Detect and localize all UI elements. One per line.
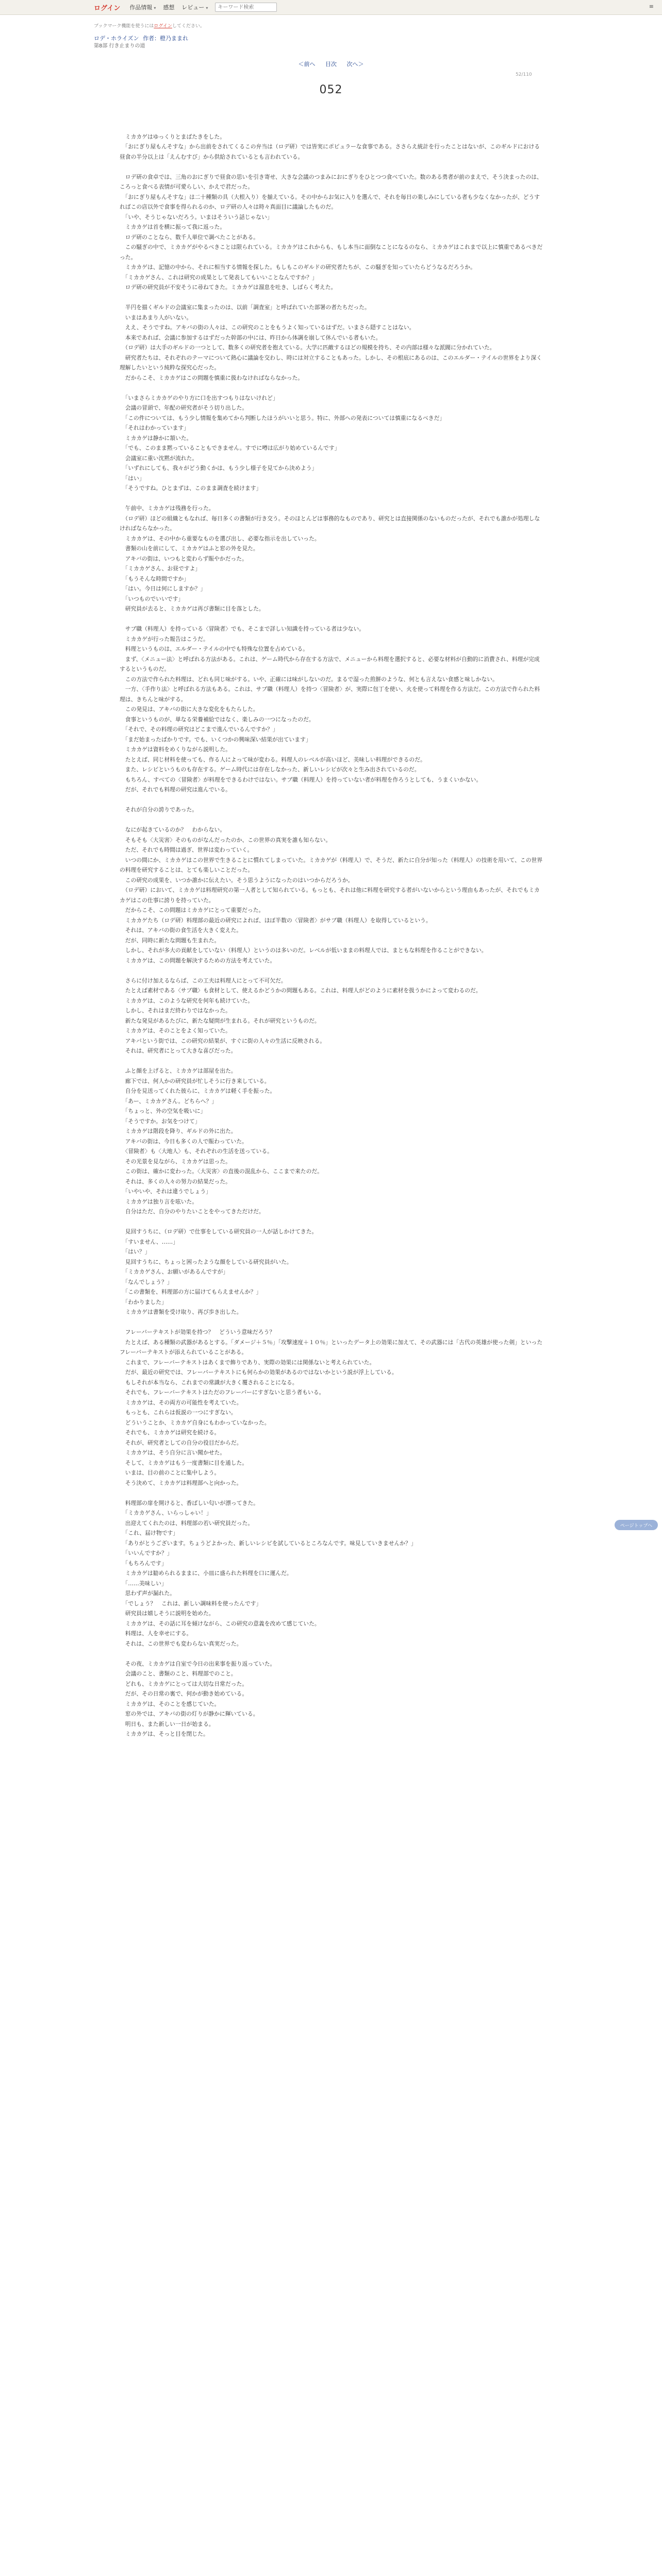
blank-line (120, 162, 543, 172)
body-paragraph: ロデ研のことなら、数千人単位で調べたことがある。 (120, 233, 259, 241)
body-paragraph: ミカカゲは書類を受け取り、再び歩き出した。 (120, 1309, 242, 1315)
body-paragraph: その夜、ミカカゲは自室で今日の出来事を振り返っていた。 (120, 1660, 276, 1667)
nav-reviews[interactable]: レビュー ▾ (181, 3, 208, 11)
body-paragraph: だが、最近の研究では、フレーバーテキストにも何らかの効果があるのではないかという説が浮上している。 (120, 1369, 398, 1376)
body-paragraph: ミカカゲは独り言を呟いた。 (120, 1198, 198, 1205)
body-paragraph: 「この件については、もう少し情報を集めてから判断したほうがいいと思う。特に、外部への発表については慎重になるべきだ」 (120, 414, 445, 421)
body-paragraph: また、レシピというものも存在する。ゲーム時代には存在しなかった、新しいレシピが次々と生み出されているのだ。 (120, 766, 420, 773)
body-paragraph: 「ミカカゲさん、お願いがあるんですが」 (120, 1268, 229, 1275)
body-paragraph: 見回すうちに、ちょっと困ったような顔をしている研究員がいた。 (120, 1258, 292, 1265)
body-paragraph: そもそも〈大災害〉そのものがなんだったのか、この世界の真実を誰も知らない。 (120, 836, 332, 843)
body-paragraph: 「もちろんです」 (120, 1560, 167, 1567)
login-logo-link[interactable]: ログイン (94, 4, 121, 12)
body-paragraph: だが、それでも料理の研究は進んでいる。 (120, 786, 231, 793)
body-paragraph: ミカカゲは、そのことを感じていた。 (120, 1700, 220, 1707)
blank-line (120, 1649, 543, 1659)
body-paragraph: ミカカゲは、その話に耳を傾けながら、この研究の意義を改めて感じていた。 (120, 1620, 320, 1627)
blank-line (120, 1217, 543, 1227)
body-paragraph: 「すいません、……」 (120, 1238, 179, 1245)
body-paragraph: この方法で作られた料理は、どれも同じ味がする。いや、正確には味がしないのだ。まるで湿った煎餅のような、何とも言えない食感と味しかない。 (120, 675, 498, 683)
body-paragraph: 料理部の扉を開けると、香ばしい匂いが漂ってきた。 (120, 1499, 259, 1506)
body-paragraph: いつの間にか、ミカカゲはこの世界で生きることに慣れてしまっていた。ミカカゲが（料理人）で、そうだ、新たに自分が知った（料理人）の技術を用いて、この世界の料理を研究することは、とても楽しいことだった。 (120, 856, 543, 873)
body-paragraph: ロデ研の食卓では、三角のおにぎりで昼食の思いを引き寄せ、大きな会議のつまみにおにぎりをひとつつ食べていた。数のある勇者が前のまえで、そう決まったのは、ころっと食べる表情が可愛らしい、かえで君だった。 (120, 173, 542, 190)
body-paragraph: 「ありがとうございます。ちょうどよかった、新しいレシピを試しているところなんです。味見していきませんか？」 (120, 1539, 417, 1547)
body-paragraph: この騒ぎの中で、ミカカゲがやるべきことは限られている。ミカカゲはこれからも、もし本当に面倒なことになるのなら、ミカカゲはこれまで以上に慎重であるべきだった。 (120, 244, 543, 261)
body-paragraph: これまで、フレーバーテキストはあくまで飾りであり、実際の効果には関係ないと考えられていた。 (120, 1359, 375, 1366)
body-paragraph: いまはあまり人がいない。 (120, 314, 192, 321)
body-paragraph: アキバの街は、今日も多くの人で賑わっていた。 (120, 1138, 247, 1145)
body-paragraph: なにが起きているのか？ わからない。 (120, 826, 226, 833)
body-paragraph: 「ミカカゲさん、いらっしゃい！」 (120, 1510, 212, 1516)
body-paragraph: それが、研究者としての自分の役目だからだ。 (120, 1439, 242, 1446)
body-paragraph: たとえば、ある種類の武器があるとする。「ダメージ＋５％」「攻撃速度＋１０％」といったデータ上の効果に加えて、その武器には「古代の英雄が使った剣」といったフレーバーテキストが添えられていることがある。 (120, 1338, 543, 1355)
top-nav-bar (0, 0, 662, 15)
nav-impressions[interactable]: 感想 (163, 4, 175, 11)
body-paragraph: 「はい？」 (120, 1248, 151, 1255)
body-paragraph: それが自分の誇りであった。 (120, 806, 198, 813)
top-nav-group (94, 0, 277, 14)
body-paragraph: 新たな発見があるたびに、新たな疑問が生まれる。それが研究というものだ。 (120, 1017, 320, 1024)
body-paragraph: ミカカゲは、その両方の可能性を考えていた。 (120, 1399, 242, 1406)
body-paragraph: たとえば素材である〈サブ職〉も食材として、使えるかどうかの問題もある。これは、料理人がどのように素材を扱うかによって変わるのだ。 (120, 987, 482, 994)
body-paragraph: ミカカゲは勧められるままに、小皿に盛られた料理を口に運んだ。 (120, 1570, 292, 1577)
body-paragraph: だからこそ、この問題はミカカゲにとって重要だった。 (120, 907, 264, 913)
body-paragraph: どういうことか、ミカカゲ自身にもわかっていなかった。 (120, 1419, 270, 1426)
body-paragraph: ロデ研の研究員が不安そうに尋ねてきた。ミカカゲは溜息を吐き、しばらく考えた。 (120, 284, 337, 291)
body-paragraph: いまは、目の前のことに集中しよう。 (120, 1469, 220, 1476)
body-paragraph: アキバの街は、いつもと変わらず賑やかだった。 (120, 555, 247, 562)
body-paragraph: 会議のこと、書類のこと、料理部でのこと。 (120, 1670, 237, 1677)
body-paragraph: たとえば、同じ材料を使っても、作る人によって味が変わる。料理人のレベルが高いほど、美味しい料理ができるのだ。 (120, 756, 426, 763)
body-paragraph: それは、この世界でも変わらない真実だった。 (120, 1640, 242, 1647)
blank-line (120, 383, 543, 393)
body-paragraph: 研究員が去ると、ミカカゲは再び書類に目を落とした。 (120, 605, 264, 612)
body-paragraph: まず、〈メニュー法〉と呼ばれる方法がある。これは、ゲーム時代から存在する方法で、メニューから料理を選択すると、必要な材料が自動的に消費され、料理が完成するというものだ。 (120, 655, 540, 672)
body-paragraph: 「いやいや、それは違うでしょう」 (120, 1188, 211, 1195)
body-paragraph: 「いまさらミカカゲのやり方に口を出すつもりはないけれど」 (120, 394, 278, 401)
body-paragraph: 本来であれば、会議に参加するはずだった幹部の中には、昨日から体調を崩して休んでいる者もいた。 (120, 334, 382, 341)
body-paragraph: それは、アキバの街の食生活を大きく変えた。 (120, 927, 242, 934)
body-paragraph: 「これ、届け物です」 (120, 1530, 179, 1536)
body-paragraph: その光景を見ながら、ミカカゲは思った。 (120, 1158, 231, 1165)
body-paragraph: 「おにぎり屋もんそすな」から出前をされてくるこの弁当は（ロデ研）では皆実にポピュラーな食事である。ささらえ統計を行ったことはないが、このギルドにおける昼食の半分以上は「えんむすび」から供給されているとも言われている。 (120, 143, 540, 160)
body-paragraph: 出迎えてくれたのは、料理部の若い研究員だった。 (120, 1519, 254, 1527)
body-paragraph: ミカカゲは、記憶の中から、それに相当する情報を探した。もしもこのギルドの研究者たちが、この騒ぎを知っていたらどうなるだろうか。 (120, 264, 476, 270)
blank-line (120, 965, 543, 976)
body-paragraph: ミカカゲは、このような研究を何年も続けていた。 (120, 997, 254, 1004)
body-paragraph: 「でしょう？ これは、新しい調味料を使ったんです」 (120, 1600, 262, 1607)
series-name: ロデ・ホライズン (94, 35, 139, 42)
pager-top (0, 60, 662, 68)
blank-line (120, 1488, 543, 1498)
body-paragraph: ミカカゲは資料をめくりながら説明した。 (120, 746, 231, 753)
body-paragraph: 「そうですね。ひとまずは、このまま調査を続けます」 (120, 485, 262, 492)
body-paragraph: そして、ミカカゲはもう一度書類に目を通した。 (120, 1459, 248, 1466)
body-paragraph: この研究の成果を、いつか誰かに伝えたい。そう思うようになったのはいつからだろうか。 (120, 876, 354, 884)
blank-line (120, 614, 543, 624)
body-paragraph: 「いいんですか？」 (120, 1550, 173, 1556)
body-paragraph: それは、多くの人々の努力の結果だった。 (120, 1178, 231, 1185)
body-paragraph: 食事というものが、単なる栄養補給ではなく、楽しみの一つになったのだ。 (120, 716, 315, 723)
body-paragraph: ミカカゲは、この問題を解決するための方法を考えていた。 (120, 957, 276, 964)
body-paragraph: ミカカゲはゆっくりとまばたきをした。 (120, 133, 226, 140)
body-paragraph: 〈冒険者〉も〈大地人〉も、それぞれの生活を送っている。 (120, 1148, 273, 1155)
body-paragraph: ミカカゲは静かに頷いた。 (120, 434, 192, 442)
body-paragraph: 自分はただ、自分のやりたいことをやってきただけだ。 (120, 1208, 264, 1215)
body-paragraph: ミカカゲたち（ロデ研）料理部の最近の研究によれば、ほぼ半数の〈冒険者〉がサブ職（料理人）を取得しているという。 (120, 917, 432, 924)
body-paragraph: 自分を見送ってくれた彼らに、ミカカゲは軽く手を振った。 (120, 1088, 276, 1094)
body-paragraph: 「もうそんな時間ですか」 (120, 575, 189, 582)
blank-line (120, 1317, 543, 1328)
body-paragraph: ふと顔を上げると、ミカカゲは部屋を出た。 (120, 1067, 237, 1074)
body-paragraph: 「いずれにしても、我々がどう動くかは、もう少し様子を見てから決めよう」 (120, 465, 318, 471)
body-paragraph: 会議の冒頭で、年配の研究者がそう切り出した。 (120, 404, 248, 411)
body-paragraph: 見回すうちに、（ロデ研）で仕事をしている研究員の一人が話しかけてきた。 (120, 1228, 318, 1235)
help-login-link[interactable]: ログイン (154, 24, 172, 29)
help-prefix: ブックマーク機能を使うには (94, 24, 154, 29)
body-paragraph: 「はい」 (120, 474, 145, 482)
body-paragraph: ミカカゲは、その中から重要なものを選び出し、必要な指示を出していった。 (120, 535, 320, 542)
body-paragraph: もちろん、すべての〈冒険者〉が料理をできるわけではない。サブ職（料理人）を持っていない者が料理を作ろうとしても、うまくいかない。 (120, 776, 482, 783)
body-paragraph: 「それで、その料理の研究はどこまで進んでいるんですか？」 (120, 726, 278, 733)
body-paragraph: ミカカゲは、そっと目を閉じた。 (120, 1731, 209, 1737)
body-paragraph: 「はい。今日は何にしますか？」 (120, 585, 206, 592)
body-paragraph: そう決めて、ミカカゲは料理部へと向かった。 (120, 1479, 242, 1486)
blank-line (120, 795, 543, 805)
body-paragraph: 会議室に重い沈黙が流れた。 (120, 454, 198, 462)
body-paragraph: 半円を描くギルドの会議室に集まったのは、以前「調査室」と呼ばれていた部署の者たちだった。 (120, 304, 370, 311)
body-paragraph: 「そうですか。お気をつけて」 (120, 1117, 201, 1125)
body-paragraph: さらに付け加えるならば、この工夫は料理人にとって不可欠だ。 (120, 977, 287, 984)
body-paragraph: （ロデ研）ほどの組織ともなれば、毎日多くの書類が行き交う。そのほとんどは事務的なものであり、研究とは直接関係のないものだったが、それでも誰かが処理しなければならなかった。 (120, 515, 540, 532)
body-paragraph: 「おにぎり屋もんそすな」は二十種類の具（大根入り）を揃えている。その中からお気に入りを選んで、それを毎日の楽しみにしている者も少なくなかったが、どうすればこの店以外で食事を得られるのか、ロデ研の人々は時々真面目に議論したものだ。 (120, 193, 540, 210)
body-paragraph: それでも、ミカカゲは研究を続ける。 (120, 1429, 220, 1436)
body-paragraph: アキバという街では、この研究の結果が、すぐに街の人々の生活に反映される。 (120, 1037, 326, 1044)
series-author: 作者：橙乃ままれ (143, 35, 189, 42)
body-paragraph: 料理は、人を幸せにする。 (120, 1630, 192, 1637)
body-paragraph: ミカカゲは、そのことをよく知っていた。 (120, 1027, 231, 1034)
body-paragraph: それは、研究者にとって大きな喜びだった。 (120, 1047, 237, 1054)
body-paragraph: ミカカゲが行った報告はこうだ。 (120, 635, 209, 642)
prev-page-link[interactable]: ＜前へ (298, 61, 316, 67)
keyword-search-input[interactable] (215, 3, 277, 12)
blank-line (120, 1056, 543, 1066)
body-paragraph: 窓の外では、アキバの街の灯りが静かに輝いている。 (120, 1710, 259, 1717)
body-paragraph: 書類の山を前にして、ミカカゲはふと窓の外を見た。 (120, 545, 259, 552)
body-paragraph: ミカカゲは、そう自分に言い聞かせた。 (120, 1449, 226, 1456)
bookmark-help-text (94, 22, 205, 29)
body-paragraph: 「ちょっと、外の空気を吸いに」 (120, 1108, 206, 1114)
blank-line (120, 494, 543, 504)
body-paragraph: どれも、ミカカゲにとっては大切な日常だった。 (120, 1680, 248, 1687)
body-paragraph: それでも、フレーバーテキストはただのフレーバーにすぎないと思う者もいる。 (120, 1389, 325, 1396)
body-paragraph: ミカカゲは首を横に振って我に返った。 (120, 224, 226, 230)
body-paragraph: 「まだ始まったばかりです。でも、いくつかの興味深い結果が出ています」 (120, 736, 311, 743)
body-paragraph: この発見は、アキバの街に大きな変化をもたらした。 (120, 706, 259, 713)
body-paragraph: もしそれが本当なら、これまでの常識が大きく覆されることになる。 (120, 1379, 298, 1386)
body-paragraph: だからこそ、ミカカゲはこの問題を慎重に扱わなければならなかった。 (120, 374, 304, 381)
body-paragraph: 研究者たちは、それぞれのテーマについて熱心に議論を交わし、時には対立することもあった。しかし、その根底にあるのは、このエルダー・テイルの世界をより深く理解したいという純粋な探究心だった。 (120, 354, 542, 371)
blank-line (120, 122, 543, 132)
body-paragraph: 「ミカカゲさん、お昼ですよ」 (120, 565, 201, 572)
body-paragraph: しかし、それはまだ終わりではなかった。 (120, 1007, 231, 1014)
menu-icon[interactable]: ≡ (649, 3, 654, 10)
page-top-button[interactable]: ページトップへ (615, 1520, 658, 1530)
body-paragraph: 「でも、このまま黙っていることもできません。すでに噂は広がり始めているんです」 (120, 445, 340, 451)
body-paragraph: 「わかりました」 (120, 1298, 167, 1306)
body-paragraph: だが、その日常の裏で、何かが動き始めている。 (120, 1690, 248, 1697)
body-paragraph: 一方、〈手作り法〉と呼ばれる方法もある。これは、サブ職（料理人）を持つ〈冒険者〉が、実際に包丁を使い、火を使って料理を作る方法だ。この方法で作られた料理は、きちんと味がする。 (120, 686, 540, 703)
body-paragraph: ミカカゲは階段を降り、ギルドの外に出た。 (120, 1128, 237, 1134)
body-paragraph: しかし、それが多大の貢献をしていない（料理人）というのは多いのだ。レベルが低いままの料理人では、まともな料理を作ることができない。 (120, 947, 487, 954)
body-paragraph: 廊下では、何人かの研究員が忙しそうに行き来している。 (120, 1077, 270, 1084)
body-paragraph: だが、同時に新たな問題も生まれた。 (120, 937, 220, 944)
body-paragraph: 「なんでしょう？」 (120, 1278, 173, 1285)
body-paragraph: 「この書類を、料理部の方に届けてもらえませんか？」 (120, 1289, 262, 1295)
body-paragraph: （ロデ研）は大手のギルドの一つとして、数多くの研究者を抱えている。大学に匹敵するほどの規模を持ち、その内部は様々な派閥に分かれていた。 (120, 344, 495, 351)
body-paragraph: 料理というものは、エルダー・テイルの中でも特殊な位置を占めている。 (120, 646, 308, 652)
novel-body (120, 122, 543, 2576)
body-paragraph: もっとも、これらは仮説の一つにすぎない。 (120, 1409, 237, 1416)
body-paragraph: サブ職（料理人）を持っている〈冒険者〉でも、そこまで詳しい知識を持っている者は少ない。 (120, 625, 365, 632)
body-paragraph: 午前中、ミカカゲは残務を行った。 (120, 505, 214, 512)
chapter-title: 052 (319, 83, 343, 96)
body-paragraph: （ロデ研）において、ミカカゲは料理研究の第一人者として知られている。もっとも、それは他に料理を研究する者がいないからという理由もあったが、それでもミカカゲはこの仕事に誇りを持っていた。 (120, 887, 540, 904)
body-paragraph: ただ、それでも時間は過ぎ、世界は変わっていく。 (120, 846, 253, 853)
body-paragraph: フレーバーテキストが効果を持つ？ どういう意味だろう？ (120, 1329, 275, 1335)
nav-work-info[interactable]: 作品情報 ▾ (129, 3, 156, 11)
body-paragraph: 「あー、ミカカゲさん。どちらへ？」 (120, 1097, 218, 1105)
body-paragraph: この街は、確かに変わった。〈大災害〉の直後の混乱から、ここまで来たのだ。 (120, 1168, 323, 1175)
body-paragraph: 「いや、そうじゃないだろう。いまはそういう話じゃない」 (120, 213, 273, 221)
body-paragraph: 明日も、また新しい一日が始まる。 (120, 1720, 214, 1727)
body-paragraph: 「ミカカゲさん、これは研究の成果として発表してもいいことなんですか？」 (120, 274, 318, 281)
episode-subtitle: 第8部 行き止まりの道 (94, 43, 145, 49)
index-link[interactable]: 目次 (325, 61, 337, 67)
page-number: 52/110 (516, 72, 532, 77)
blank-line (120, 815, 543, 825)
body-paragraph: 「いつものでいいです」 (120, 595, 184, 602)
next-page-link[interactable]: 次へ＞ (346, 61, 364, 67)
body-paragraph: 「……美味しい」 (120, 1580, 167, 1587)
blank-line (120, 293, 543, 303)
body-paragraph: 研究員は嬉しそうに説明を始めた。 (120, 1610, 214, 1617)
body-paragraph: ええ、そうですね。アキバの街の人々は、この研究のことをもうよく知っているはずだ。いまさら隠すことはない。 (120, 324, 415, 331)
help-suffix: してください。 (172, 24, 205, 29)
body-paragraph: 思わず声が漏れた。 (120, 1590, 175, 1597)
body-paragraph: 「それはわかっています」 (120, 425, 189, 431)
